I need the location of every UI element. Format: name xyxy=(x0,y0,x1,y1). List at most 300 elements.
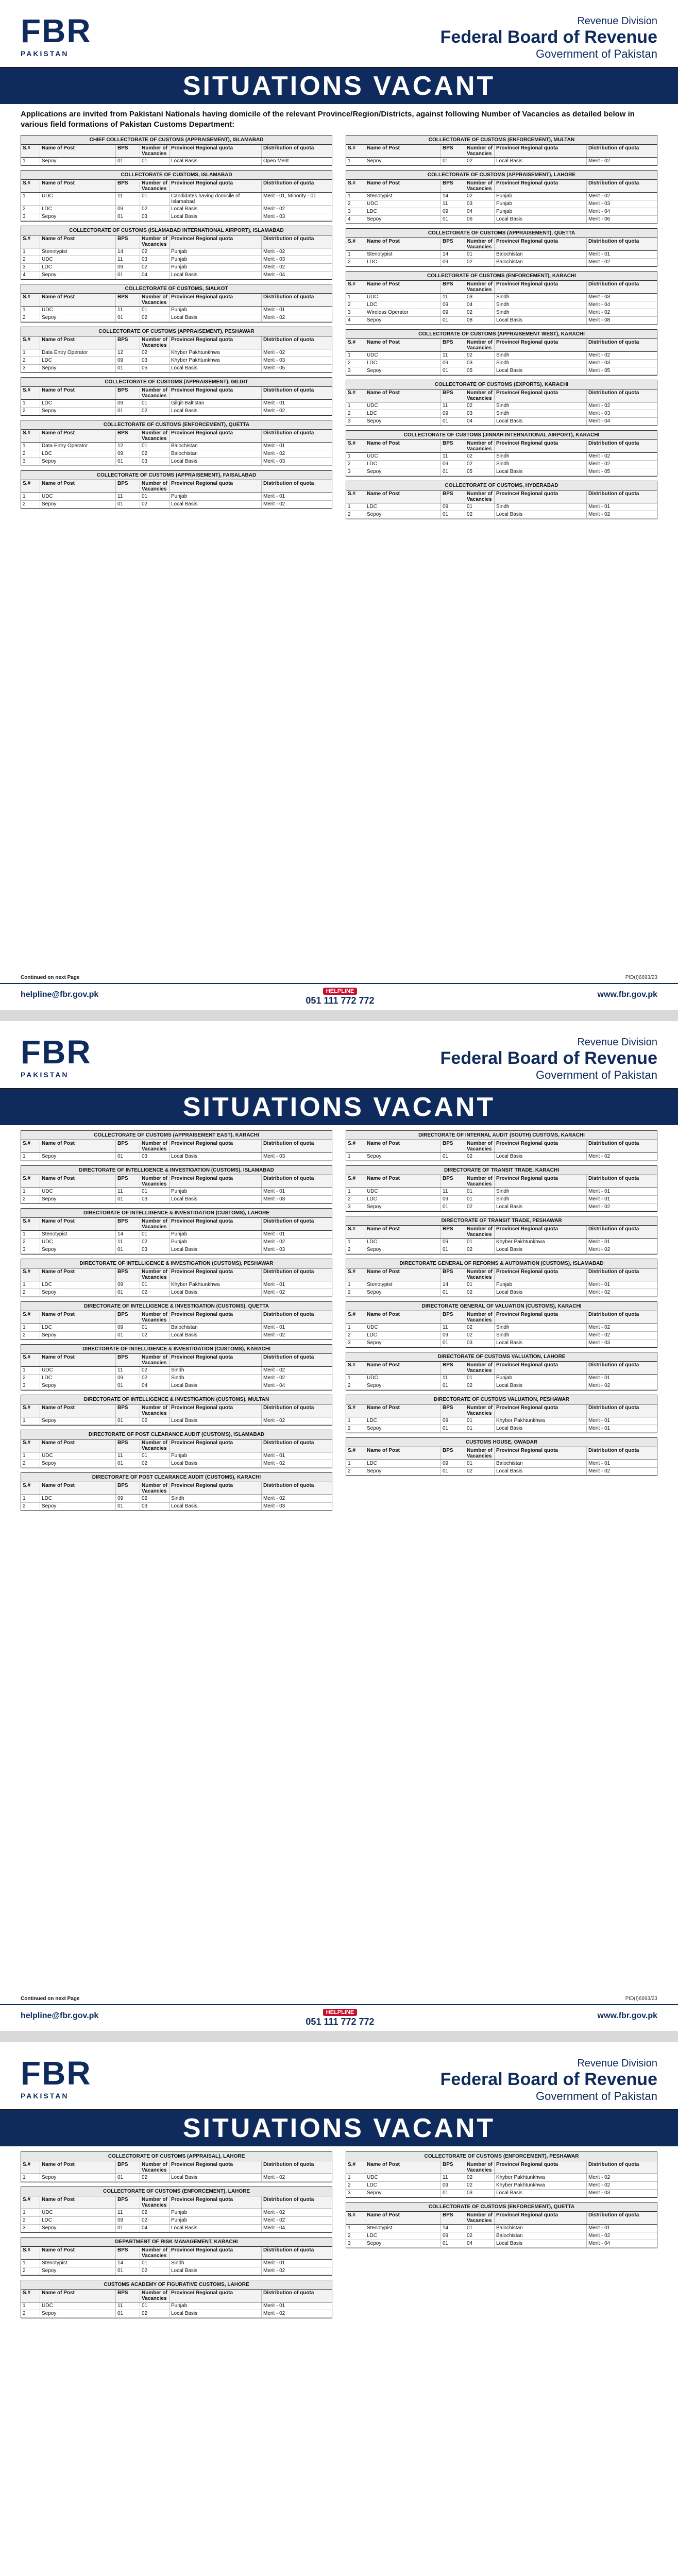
table-cell: Sepoy xyxy=(40,2310,116,2317)
table-cell: Local Basis xyxy=(495,367,587,375)
table-cell: Local Basis xyxy=(495,1340,587,1347)
table-cell: Merit - 02 xyxy=(588,193,611,199)
table-cell: 3 xyxy=(346,2240,365,2247)
vacancy-table xyxy=(21,2187,332,2233)
header-num: Number of Vacancies xyxy=(465,281,495,293)
table-cell: 1 xyxy=(21,158,40,165)
table-cell: Local Basis xyxy=(495,511,587,518)
table-title: DIRECTORATE OF INTELLIGENCE & INVESTIGATION (CUSTOMS), ISLAMABAD xyxy=(21,1166,332,1175)
table-header xyxy=(21,387,332,400)
table-cell: 11 xyxy=(441,294,465,301)
table-cell: 2 xyxy=(346,2182,365,2189)
org-block xyxy=(440,2058,657,2103)
header-dist: Distribution of quota xyxy=(588,1362,639,1368)
table-cell: Merit - 01 xyxy=(263,1325,285,1330)
table-cell: Merit - 03 xyxy=(263,257,285,262)
table-row xyxy=(346,2190,657,2197)
table-cell: Merit - 04 xyxy=(263,272,285,278)
table-cell: Local Basis xyxy=(495,1425,587,1432)
table-cell: Sepoy xyxy=(40,408,116,415)
table-cell: Merit - 02 xyxy=(588,403,611,409)
table-cell: 01 xyxy=(441,1153,465,1160)
table-cell: LDC xyxy=(40,400,116,407)
table-cell: Merit - 08 xyxy=(588,317,611,323)
table-cell: 01 xyxy=(140,193,170,205)
table-row xyxy=(346,193,657,200)
table-title: DIRECTORATE OF INTELLIGENCE & INVESTIGATION (CUSTOMS), PESHAWAR xyxy=(21,1259,332,1268)
header-num: Number of Vacancies xyxy=(140,180,170,192)
table-cell: UDC xyxy=(40,1452,116,1460)
table-cell: Merit - 01 xyxy=(588,1426,611,1431)
table-cell: Merit - 05 xyxy=(263,365,285,371)
table-cell: 04 xyxy=(465,208,495,215)
header-region: Province/ Regional quota xyxy=(495,389,587,402)
table-header xyxy=(346,1226,657,1239)
table-row xyxy=(21,1382,332,1390)
table-cell: 09 xyxy=(441,301,465,309)
footer-email[interactable]: helpline@fbr.gov.pk xyxy=(21,990,99,999)
table-cell: 02 xyxy=(465,1246,495,1253)
table-row xyxy=(346,1281,657,1289)
table-row xyxy=(346,1460,657,1468)
table-cell: 2 xyxy=(21,1196,40,1203)
table-cell: 01 xyxy=(441,1468,465,1475)
table-cell: 03 xyxy=(465,360,495,367)
header-bps: BPS xyxy=(441,490,465,503)
header-dist: Distribution of quota xyxy=(588,340,639,345)
table-cell: 09 xyxy=(116,1324,140,1331)
table-cell: 1 xyxy=(346,453,365,460)
header-num: Number of Vacancies xyxy=(465,180,495,192)
table-cell: 2 xyxy=(21,450,40,457)
org-block xyxy=(440,1037,657,1082)
table-cell: 02 xyxy=(140,2267,170,2275)
table-cell: 09 xyxy=(441,2182,465,2189)
header-post: Name of Post xyxy=(40,480,116,493)
table-row xyxy=(346,1153,657,1161)
table-cell: Merit - 04 xyxy=(588,302,611,308)
table-cell: 02 xyxy=(140,1289,170,1296)
vacancy-table xyxy=(346,1437,657,1476)
table-cell: 02 xyxy=(140,1460,170,1467)
header-post: Name of Post xyxy=(40,430,116,442)
table-cell: 1 xyxy=(21,1417,40,1425)
table-cell: Stenotypist xyxy=(40,248,116,256)
vacancy-table xyxy=(346,1165,657,1212)
table-cell: 01 xyxy=(465,1375,495,1382)
vacancy-table xyxy=(21,1259,332,1297)
table-cell: 03 xyxy=(465,200,495,208)
table-title: COLLECTORATE OF CUSTOMS (ENFORCEMENT), MULTAN xyxy=(346,135,657,145)
vacancy-table xyxy=(21,377,332,416)
table-cell: 2 xyxy=(21,408,40,415)
table-row xyxy=(346,1188,657,1196)
header-post: Name of Post xyxy=(40,387,116,399)
table-cell: 2 xyxy=(346,410,365,417)
header-dist: Distribution of quota xyxy=(263,387,314,393)
table-cell: LDC xyxy=(365,1196,441,1203)
table-cell: 02 xyxy=(140,1239,170,1246)
header-dist: Distribution of quota xyxy=(263,481,314,486)
header-dist: Distribution of quota xyxy=(588,440,639,446)
table-cell: 2 xyxy=(21,1289,40,1296)
table-cell: 1 xyxy=(346,1324,365,1331)
table-cell: Sepoy xyxy=(365,367,441,375)
table-title: COLLECTORATE OF CUSTOMS (ENFORCEMENT), PESHAWAR xyxy=(346,2152,657,2161)
header-dist: Distribution of quota xyxy=(263,337,314,343)
table-cell: UDC xyxy=(40,2302,116,2310)
header-bps: BPS xyxy=(116,1311,140,1324)
pid: PID(I)6693/23 xyxy=(625,975,657,980)
footer-email[interactable]: helpline@fbr.gov.pk xyxy=(21,2011,99,2020)
table-cell: 1 xyxy=(21,493,40,500)
table-cell: 1 xyxy=(346,1375,365,1382)
table-cell: UDC xyxy=(365,294,441,301)
header-post: Name of Post xyxy=(40,1354,116,1366)
header-post: Name of Post xyxy=(365,440,441,452)
table-cell: Merit - 02 xyxy=(263,206,285,212)
table-cell: 01 xyxy=(116,1332,140,1339)
table-cell: Punjab xyxy=(170,256,262,263)
table-cell: Sepoy xyxy=(365,158,441,165)
table-cell: Merit - 02 xyxy=(263,501,285,507)
table-cell: 11 xyxy=(441,2174,465,2181)
table-cell: 03 xyxy=(140,1153,170,1160)
header-num: Number of Vacancies xyxy=(140,1175,170,1188)
table-row xyxy=(21,1375,332,1382)
table-cell: Sindh xyxy=(170,2260,262,2267)
header-num: Number of Vacancies xyxy=(140,2247,170,2259)
page-3 xyxy=(0,2042,678,2576)
vacancy-table xyxy=(346,1216,657,1255)
table-title: COLLECTORATE OF CUSTOMS (JINNAH INTERNATIONAL AIRPORT), KARACHI xyxy=(346,431,657,440)
header-bps: BPS xyxy=(116,387,140,399)
table-cell: Merit - 03 xyxy=(263,214,285,219)
table-cell: LDC xyxy=(40,264,116,271)
header-bps: BPS xyxy=(116,1218,140,1230)
table-cell: Merit - 04 xyxy=(263,2225,285,2231)
table-cell: Local Basis xyxy=(495,1289,587,1296)
table-cell: 02 xyxy=(465,461,495,468)
table-row xyxy=(21,1246,332,1254)
header-num: Number of Vacancies xyxy=(465,440,495,452)
table-cell: 01 xyxy=(116,158,140,165)
table-cell: 09 xyxy=(441,360,465,367)
header-post: Name of Post xyxy=(365,1311,441,1324)
table-cell: Sepoy xyxy=(365,511,441,518)
table-cell: 01 xyxy=(465,1281,495,1289)
table-title: COLLECTORATE OF CUSTOMS, ISLAMABAD xyxy=(21,171,332,180)
header-dist: Distribution of quota xyxy=(263,1483,314,1488)
table-cell: LDC xyxy=(365,461,441,468)
table-cell: 04 xyxy=(140,272,170,279)
table-cell: LDC xyxy=(365,1460,441,1467)
table-cell: 1 xyxy=(21,193,40,205)
table-cell: Stenotypist xyxy=(365,1281,441,1289)
table-cell: 09 xyxy=(116,264,140,271)
table-title: DIRECTORATE OF INTELLIGENCE & INVESTIGATION (CUSTOMS), QUETTA xyxy=(21,1302,332,1311)
vacancy-table xyxy=(21,2237,332,2276)
table-cell: 02 xyxy=(140,1417,170,1425)
table-cell: Local Basis xyxy=(495,418,587,425)
vacancy-table xyxy=(21,170,332,222)
header-region: Province/ Regional quota xyxy=(495,1311,587,1324)
table-cell: Sepoy xyxy=(365,1425,441,1432)
header-num: Number of Vacancies xyxy=(465,1268,495,1281)
table-cell: 01 xyxy=(441,2240,465,2247)
header-sno: S.# xyxy=(21,430,40,442)
table-cell: Merit - 02 xyxy=(263,2175,285,2180)
header-dist: Distribution of quota xyxy=(263,145,314,151)
table-cell: 3 xyxy=(21,365,40,372)
header-dist: Distribution of quota xyxy=(588,2212,639,2218)
header-post: Name of Post xyxy=(365,1175,441,1188)
table-cell: 2 xyxy=(346,1246,365,1253)
table-row xyxy=(21,408,332,415)
table-title: COLLECTORATE OF CUSTOMS (ENFORCEMENT), QUETTA xyxy=(21,420,332,430)
table-cell: 3 xyxy=(346,418,365,425)
header-region: Province/ Regional quota xyxy=(170,1354,262,1366)
table-title: CUSTOMS HOUSE, GWADAR xyxy=(346,1438,657,1447)
table-cell: Merit - 02 xyxy=(263,1375,285,1381)
table-cell: Sepoy xyxy=(365,1246,441,1253)
vacancy-table xyxy=(346,1301,657,1348)
table-title: COLLECTORATE OF CUSTOMS (APPRAISEMENT), GILGIT xyxy=(21,378,332,387)
table-cell: 02 xyxy=(465,1289,495,1296)
table-cell: 04 xyxy=(140,2225,170,2232)
table-cell: 11 xyxy=(441,200,465,208)
header-post: Name of Post xyxy=(365,1268,441,1281)
table-cell: 2 xyxy=(21,1239,40,1246)
table-cell: LDC xyxy=(40,1375,116,1382)
right-column xyxy=(346,2151,657,2252)
division: Revenue Division xyxy=(577,15,657,27)
helpline xyxy=(289,2007,392,2027)
table-row xyxy=(346,410,657,418)
table-cell: Sepoy xyxy=(40,2174,116,2181)
table-cell: Local Basis xyxy=(170,501,262,508)
vacancy-table xyxy=(346,481,657,519)
header-sno: S.# xyxy=(346,339,365,351)
header-dist: Distribution of quota xyxy=(588,281,639,287)
table-cell: 09 xyxy=(441,410,465,417)
header-dist: Distribution of quota xyxy=(588,390,639,396)
header-dist: Distribution of quota xyxy=(263,2247,314,2253)
table-cell: 03 xyxy=(465,1340,495,1347)
table-cell: Local Basis xyxy=(170,1332,262,1339)
header-region: Province/ Regional quota xyxy=(495,1175,587,1188)
header-bps: BPS xyxy=(116,294,140,306)
vacancy-table xyxy=(21,1165,332,1204)
table-row xyxy=(346,2240,657,2248)
table-cell: 1 xyxy=(21,1495,40,1502)
header-bps: BPS xyxy=(116,1140,140,1153)
table-cell: Sepoy xyxy=(40,1460,116,1467)
table-cell: UDC xyxy=(40,493,116,500)
header-bps: BPS xyxy=(116,180,140,192)
table-cell: Merit - 03 xyxy=(263,1196,285,1202)
org-name: Federal Board of Revenue xyxy=(440,27,657,47)
table-cell: Punjab xyxy=(170,1239,262,1246)
table-cell: Merit - 01, Minority - 01 xyxy=(263,193,316,199)
table-cell: Local Basis xyxy=(495,1468,587,1475)
table-cell: 2 xyxy=(346,1468,365,1475)
table-cell: 02 xyxy=(140,408,170,415)
fbr-logo xyxy=(21,14,108,58)
table-cell: Local Basis xyxy=(495,468,587,476)
table-cell: 02 xyxy=(465,1382,495,1389)
vacancy-table xyxy=(346,1259,657,1297)
helpline xyxy=(289,986,392,1006)
vacancy-table xyxy=(346,329,657,376)
table-cell: Merit - 01 xyxy=(263,2260,285,2266)
table-cell: Sindh xyxy=(495,503,587,511)
vacancy-table xyxy=(21,1472,332,1511)
table-cell: 02 xyxy=(140,248,170,256)
table-cell: 11 xyxy=(116,493,140,500)
table-cell: 3 xyxy=(21,1382,40,1389)
table-cell: 05 xyxy=(140,365,170,372)
table-cell: Balochistan xyxy=(495,251,587,258)
table-cell: 02 xyxy=(140,349,170,357)
header-sno: S.# xyxy=(346,1404,365,1417)
table-cell: Sepoy xyxy=(40,158,116,165)
header-region: Province/ Regional quota xyxy=(170,430,262,442)
header-sno: S.# xyxy=(21,1482,40,1495)
table-cell: Local Basis xyxy=(495,1153,587,1160)
table-header xyxy=(21,2290,332,2302)
table-cell: 02 xyxy=(140,2217,170,2224)
header-sno: S.# xyxy=(21,1175,40,1188)
header-bps: BPS xyxy=(116,2247,140,2259)
table-cell: Sepoy xyxy=(365,468,441,476)
table-cell: LDC xyxy=(40,450,116,457)
org-block xyxy=(440,15,657,61)
table-cell: Local Basis xyxy=(170,213,262,221)
table-cell: Local Basis xyxy=(170,2225,262,2232)
table-cell: UDC xyxy=(365,453,441,460)
footer-website[interactable]: www.fbr.gov.pk xyxy=(597,2011,657,2020)
header-num: Number of Vacancies xyxy=(140,2196,170,2209)
table-title: DIRECTORATE OF INTERNAL AUDIT (SOUTH) CUSTOMS, KARACHI xyxy=(346,1131,657,1140)
table-row xyxy=(346,2182,657,2190)
table-cell: 02 xyxy=(465,2232,495,2240)
footer-website[interactable]: www.fbr.gov.pk xyxy=(597,990,657,999)
table-cell: 09 xyxy=(441,1239,465,1246)
vacancy-table xyxy=(21,1130,332,1161)
table-cell: Khyber Pakhtunkhwa xyxy=(170,1281,262,1289)
table-cell: 1 xyxy=(21,2174,40,2181)
table-cell: Local Basis xyxy=(170,408,262,415)
table-cell: 01 xyxy=(465,503,495,511)
table-cell: 01 xyxy=(116,1153,140,1160)
division: Revenue Division xyxy=(577,2058,657,2069)
table-cell: 01 xyxy=(441,1246,465,1253)
columns xyxy=(21,135,657,970)
header-sno: S.# xyxy=(21,336,40,349)
table-row xyxy=(21,1460,332,1468)
header-region: Province/ Regional quota xyxy=(495,180,587,192)
table-cell: Merit - 02 xyxy=(263,1496,285,1501)
table-cell: 14 xyxy=(116,2260,140,2267)
header-region: Province/ Regional quota xyxy=(170,387,262,399)
header-region: Province/ Regional quota xyxy=(495,490,587,503)
table-cell: Sindh xyxy=(495,1196,587,1203)
header-sno: S.# xyxy=(346,145,365,157)
table-row xyxy=(346,158,657,165)
table-cell: Sepoy xyxy=(365,1204,441,1211)
table-cell: Gilgit-Baltistan xyxy=(170,400,262,407)
header-bps: BPS xyxy=(116,235,140,248)
header-region: Province/ Regional quota xyxy=(170,1404,262,1417)
table-cell: Khyber Pakhtunkhwa xyxy=(495,1417,587,1425)
table-cell: 01 xyxy=(116,1460,140,1467)
table-cell: 02 xyxy=(140,264,170,271)
header-num: Number of Vacancies xyxy=(465,339,495,351)
header-dist: Distribution of quota xyxy=(263,2162,314,2167)
table-cell: UDC xyxy=(40,2209,116,2216)
table-header xyxy=(21,235,332,248)
table-title: DIRECTORATE OF CUSTOMS VALUATION, LAHORE xyxy=(346,1352,657,1362)
table-cell: 09 xyxy=(441,259,465,266)
table-cell: 3 xyxy=(346,208,365,215)
table-row xyxy=(21,314,332,322)
header-region: Province/ Regional quota xyxy=(170,1268,262,1281)
table-cell: LDC xyxy=(40,2217,116,2224)
header-post: Name of Post xyxy=(40,1311,116,1324)
vacancy-table xyxy=(346,1352,657,1391)
table-row xyxy=(21,349,332,357)
table-cell: Sepoy xyxy=(365,418,441,425)
header-post: Name of Post xyxy=(40,1268,116,1281)
table-row xyxy=(21,458,332,466)
table-cell: Local Basis xyxy=(495,216,587,223)
table-row xyxy=(21,1324,332,1332)
header-post: Name of Post xyxy=(40,1404,116,1417)
table-cell: 01 xyxy=(140,1188,170,1195)
table-cell: Sindh xyxy=(495,461,587,468)
table-cell: 1 xyxy=(346,158,365,165)
table-cell: UDC xyxy=(40,1367,116,1374)
vacancy-table xyxy=(346,135,657,166)
header-dist: Distribution of quota xyxy=(263,1354,314,1360)
header-num: Number of Vacancies xyxy=(140,1482,170,1495)
table-row xyxy=(21,2209,332,2217)
table-cell: Merit - 02 xyxy=(588,1154,611,1159)
header-bps: BPS xyxy=(441,2212,465,2224)
header-sno: S.# xyxy=(346,281,365,293)
table-header xyxy=(21,1175,332,1188)
table-cell: Local Basis xyxy=(170,1289,262,1296)
table-cell: LDC xyxy=(40,206,116,213)
table-cell: 2 xyxy=(21,357,40,364)
header-dist: Distribution of quota xyxy=(588,180,639,186)
header-dist: Distribution of quota xyxy=(263,294,314,300)
header-post: Name of Post xyxy=(365,281,441,293)
table-cell: Balochistan xyxy=(170,1324,262,1331)
table-row xyxy=(21,307,332,314)
header-region: Province/ Regional quota xyxy=(170,480,262,493)
header-bps: BPS xyxy=(441,440,465,452)
table-header xyxy=(21,1439,332,1452)
vacancy-table xyxy=(21,226,332,280)
table-cell: Merit - 01 xyxy=(263,307,285,313)
vacancy-table xyxy=(21,135,332,166)
table-cell: Merit - 02 xyxy=(588,1247,611,1252)
header-sno: S.# xyxy=(346,238,365,250)
table-cell: 09 xyxy=(441,208,465,215)
table-cell: 1 xyxy=(346,503,365,511)
